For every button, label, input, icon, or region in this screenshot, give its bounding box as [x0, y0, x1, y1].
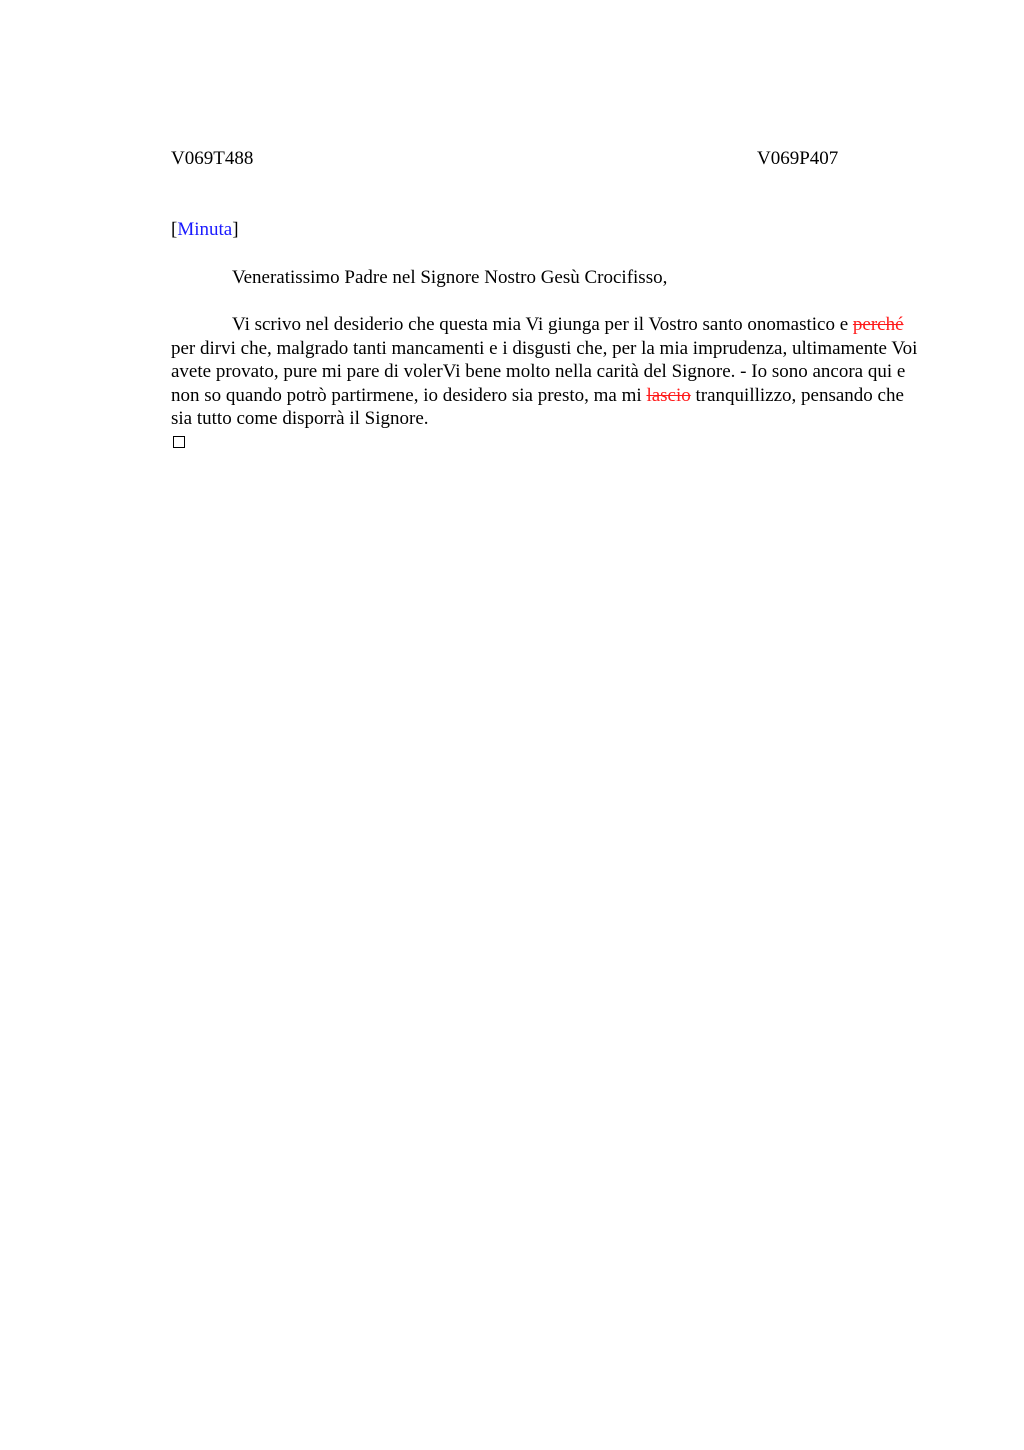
letter-salutation: Veneratissimo Padre nel Signore Nostro Gesù Crocifisso, [232, 267, 668, 288]
letter-body [171, 313, 923, 431]
minuta-open-bracket: [ [171, 219, 178, 240]
deleted-word-lascio: lascio [646, 384, 691, 406]
deleted-word-perche: perché [852, 314, 904, 335]
document-code-left: V069T488 [171, 148, 254, 169]
document-code-right: V069P407 [757, 148, 839, 169]
body-segment-3: tranquillizzo, pensando che sia tutto come disporrà il Signore. [171, 384, 904, 429]
minuta-label: Minuta [177, 219, 233, 240]
end-of-text-box-icon [173, 436, 185, 448]
body-segment-1: Vi scrivo nel desiderio che questa mia Vi giunga per il Vostro santo onomastico e [232, 314, 853, 335]
body-segment-2: per dirvi che, malgrado tanti mancamenti e i disgusti che, per la mia imprudenza, ultimamente Voi avete provato, pure mi pare di volerVi bene molto nella carità del Signore. - Io sono ancora qui e non so quando potrò partirmene, io desidero sia presto, ma mi [171, 337, 918, 406]
minuta-close-bracket: ] [232, 219, 239, 240]
minuta-heading [171, 218, 239, 242]
